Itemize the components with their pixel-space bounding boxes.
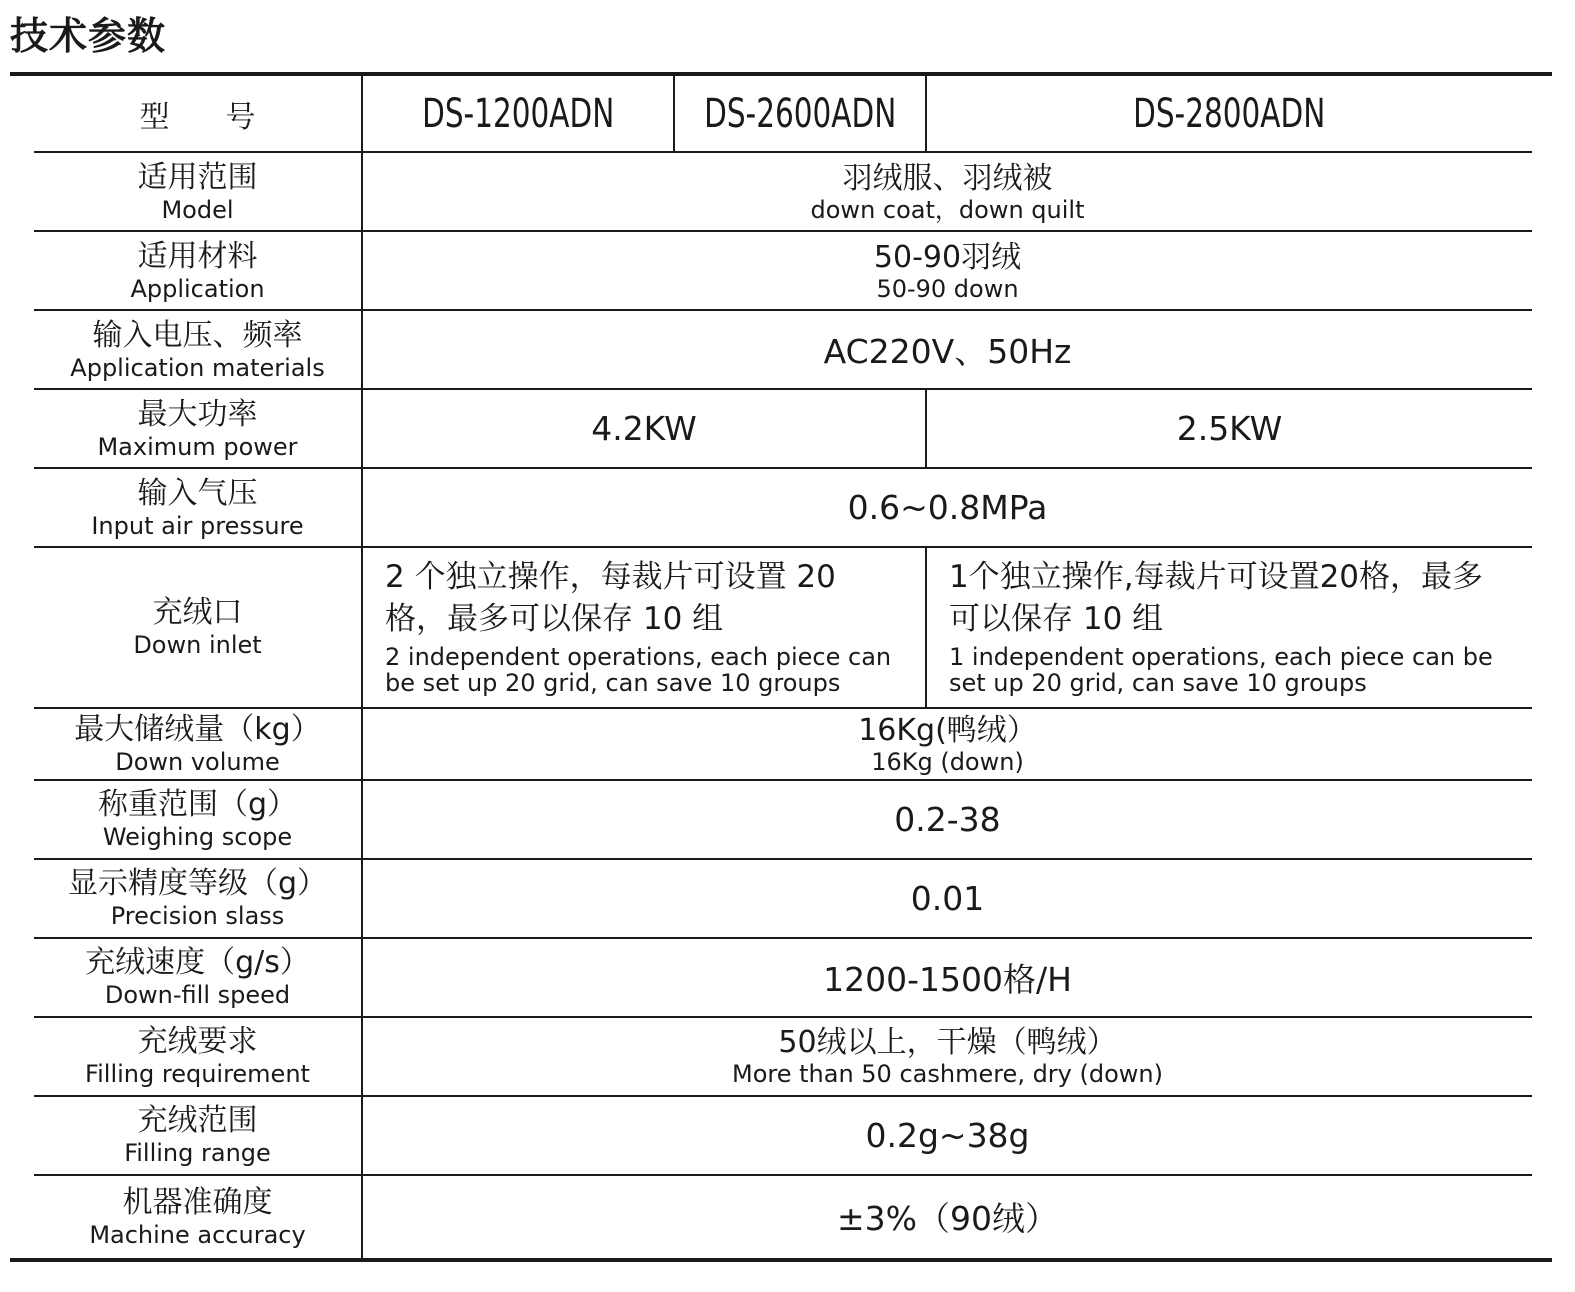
inlet-left-cn: 2 个独立操作，每裁片可设置 20 格，最多可以保存 10 组 bbox=[385, 559, 836, 638]
row-label bbox=[34, 938, 362, 1017]
value-en: down coat，down quilt bbox=[810, 195, 1085, 224]
inlet-right-en: 1 independent operations, each piece can be set up 20 grid, can save 10 groups bbox=[949, 643, 1493, 698]
label-cn: 充绒速度（g/s） bbox=[85, 945, 310, 981]
table-row-header bbox=[34, 76, 1532, 152]
value-cn: 16Kg(鸭绒） bbox=[858, 712, 1037, 748]
label-cn: 充绒要求 bbox=[137, 1024, 258, 1060]
row-value: AC220V、50Hz bbox=[362, 310, 1532, 389]
power-right-value: 2.5KW bbox=[926, 389, 1532, 468]
model-name-2: DS-2600ADN bbox=[703, 90, 897, 137]
label-en: Filling range bbox=[124, 1139, 271, 1168]
table-row bbox=[34, 859, 1532, 938]
row-value bbox=[362, 231, 1532, 310]
row-label bbox=[34, 231, 362, 310]
table-row bbox=[34, 547, 1532, 707]
table-row bbox=[34, 389, 1532, 468]
row-label bbox=[34, 1017, 362, 1096]
label-cn: 称重范围（g） bbox=[97, 787, 298, 823]
row-value: 0.2-38 bbox=[362, 780, 1532, 859]
row-label bbox=[34, 780, 362, 859]
row-label bbox=[34, 389, 362, 468]
table-row bbox=[34, 231, 1532, 310]
label-en: Down-fill speed bbox=[104, 981, 291, 1010]
row-value: 0.6~0.8MPa bbox=[362, 468, 1532, 547]
row-label bbox=[34, 547, 362, 707]
value-en: 16Kg (down) bbox=[871, 747, 1024, 776]
row-value: ±3%（90绒） bbox=[362, 1175, 1532, 1258]
label-cn: 输入气压 bbox=[137, 475, 258, 511]
model-cell-1 bbox=[362, 76, 674, 152]
inlet-right-cn: 1个独立操作,每裁片可设置20格，最多可以保存 10 组 bbox=[949, 559, 1484, 638]
label-cn: 最大储绒量（kg） bbox=[74, 711, 321, 747]
label-cn: 充绒范围 bbox=[137, 1103, 258, 1139]
label-cn: 输入电压、频率 bbox=[92, 317, 303, 353]
model-label: 型号 bbox=[34, 76, 362, 152]
row-value bbox=[362, 152, 1532, 231]
label-en: Down inlet bbox=[133, 631, 262, 660]
row-label bbox=[34, 1096, 362, 1175]
row-value bbox=[362, 1017, 1532, 1096]
row-value: 1200-1500格/H bbox=[362, 938, 1532, 1017]
model-name-1: DS-1200ADN bbox=[421, 90, 615, 137]
table-row bbox=[34, 152, 1532, 231]
row-value bbox=[362, 708, 1532, 780]
label-cn: 适用材料 bbox=[137, 238, 258, 274]
power-left-value: 4.2KW bbox=[362, 389, 926, 468]
label-en: Application materials bbox=[70, 353, 325, 382]
table-row bbox=[34, 468, 1532, 547]
label-cn: 机器准确度 bbox=[122, 1184, 273, 1220]
table-row bbox=[34, 310, 1532, 389]
inlet-left-en: 2 independent operations, each piece can be set up 20 grid, can save 10 groups bbox=[385, 643, 892, 698]
table-row bbox=[34, 780, 1532, 859]
value-en: 50-90 down bbox=[876, 274, 1019, 303]
model-name-3: DS-2800ADN bbox=[1133, 90, 1326, 137]
label-en: Machine accuracy bbox=[89, 1220, 306, 1249]
label-en: Precision slass bbox=[110, 902, 285, 931]
label-en: Model bbox=[161, 195, 234, 224]
label-en: Input air pressure bbox=[91, 511, 304, 540]
label-en: Weighing scope bbox=[102, 823, 293, 852]
row-label bbox=[34, 1175, 362, 1258]
row-value: 0.2g~38g bbox=[362, 1096, 1532, 1175]
model-cell-3 bbox=[926, 76, 1532, 152]
table-row bbox=[34, 1096, 1532, 1175]
label-en: Down volume bbox=[115, 747, 280, 776]
label-cn: 最大功率 bbox=[137, 396, 258, 432]
bottom-rule bbox=[10, 1258, 1552, 1262]
table-row bbox=[34, 938, 1532, 1017]
row-label bbox=[34, 468, 362, 547]
page-title: 技术参数 bbox=[10, 14, 167, 58]
inlet-right bbox=[926, 547, 1532, 707]
row-label bbox=[34, 708, 362, 780]
row-label bbox=[34, 152, 362, 231]
table-row bbox=[34, 1175, 1532, 1258]
row-label bbox=[34, 310, 362, 389]
value-en: More than 50 cashmere, dry (down) bbox=[731, 1060, 1163, 1089]
table-row bbox=[34, 708, 1532, 780]
label-en: Maximum power bbox=[97, 432, 298, 461]
value-cn: 50-90羽绒 bbox=[873, 239, 1022, 275]
spec-table bbox=[34, 76, 1532, 1258]
label-cn: 充绒口 bbox=[152, 595, 243, 631]
value-cn: 羽绒服、羽绒被 bbox=[842, 160, 1053, 196]
label-en: Application bbox=[130, 274, 265, 303]
inlet-left bbox=[362, 547, 926, 707]
value-cn: 50绒以上，干燥（鸭绒） bbox=[778, 1025, 1117, 1061]
label-cn: 适用范围 bbox=[137, 159, 258, 195]
row-label bbox=[34, 859, 362, 938]
label-en: Filling requirement bbox=[85, 1060, 310, 1089]
model-cell-2 bbox=[674, 76, 926, 152]
label-cn: 显示精度等级（g） bbox=[67, 866, 328, 902]
table-row bbox=[34, 1017, 1532, 1096]
row-value: 0.01 bbox=[362, 859, 1532, 938]
